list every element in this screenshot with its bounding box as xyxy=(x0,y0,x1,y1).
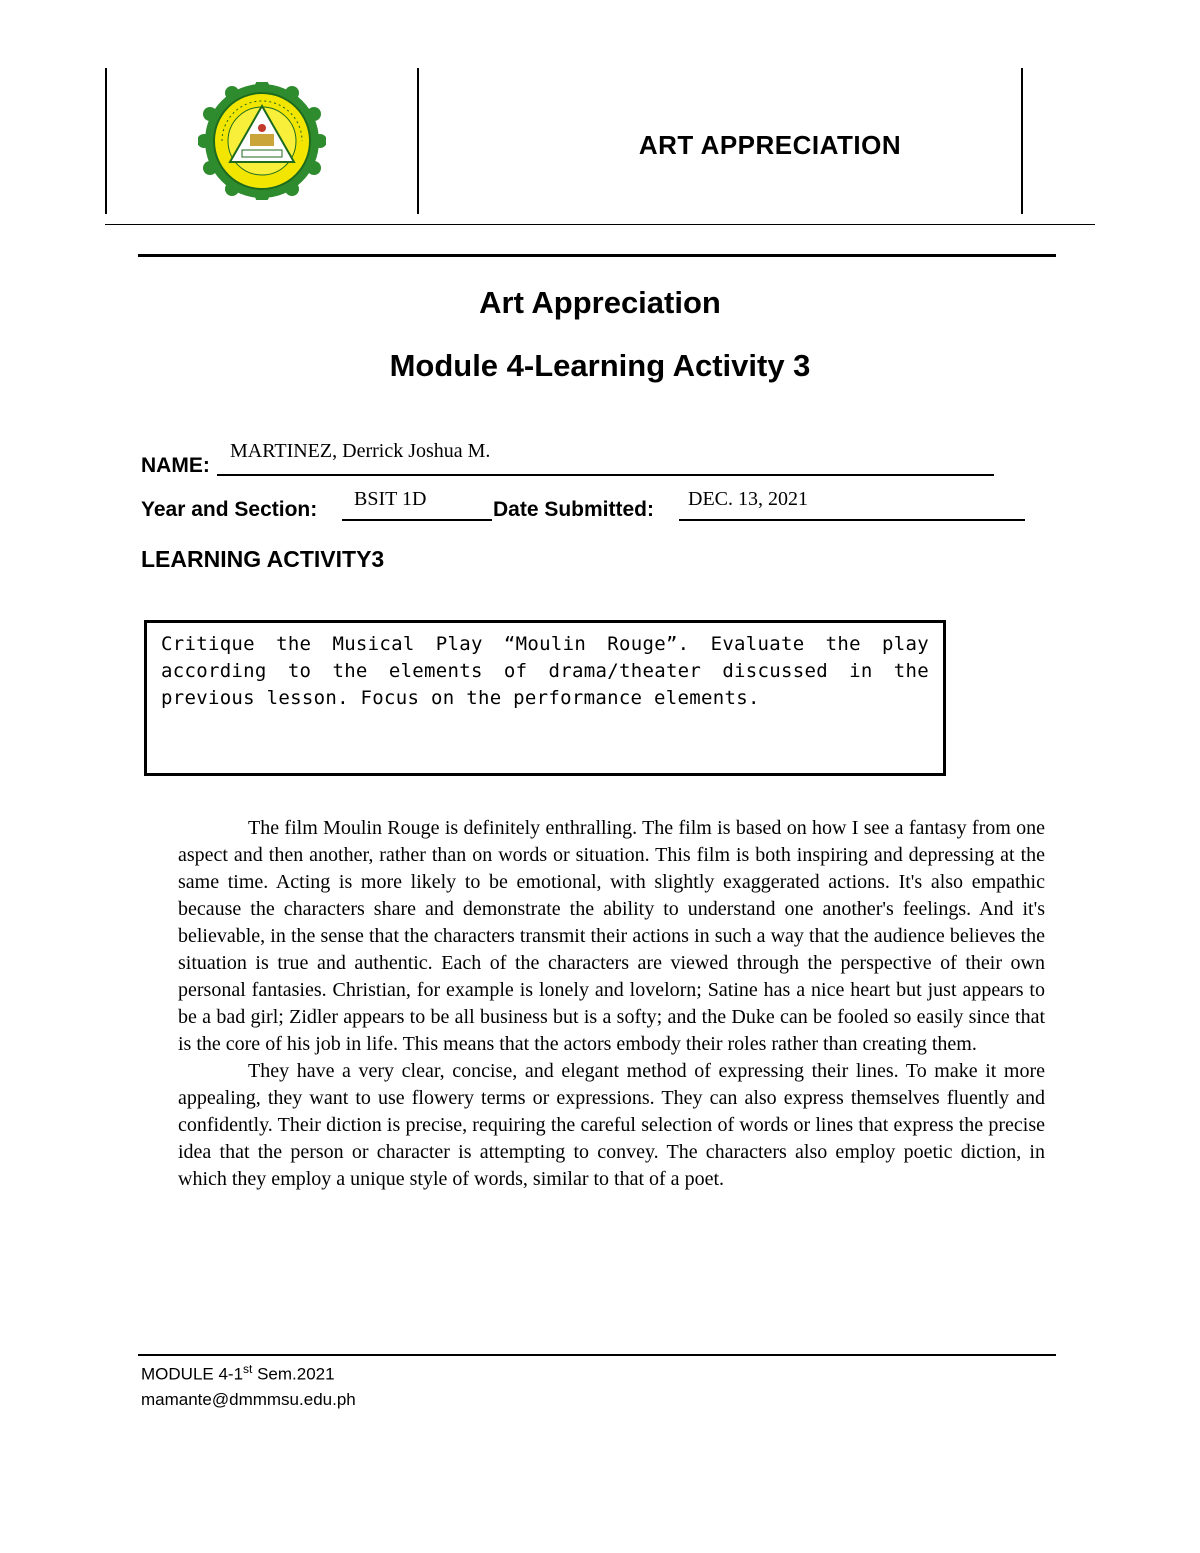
activity-prompt-box xyxy=(144,620,946,776)
footer-email: mamante@dmmmsu.edu.ph xyxy=(141,1390,356,1409)
year-section-label: Year and Section: xyxy=(141,498,318,521)
document-subtitle: Module 4-Learning Activity 3 xyxy=(389,348,811,383)
activity-prompt-text: Critique the Musical Play “Moulin Rouge”. Evaluate the play according to the elements of drama/theater discussed in the previous lesson. Focus on the performance elements. xyxy=(161,633,929,709)
year-section-value: BSIT 1D xyxy=(354,488,427,510)
essay-body xyxy=(178,815,1045,1193)
name-value: MARTINEZ, Derrick Joshua M. xyxy=(230,440,491,462)
date-submitted-label: Date Submitted: xyxy=(493,498,655,521)
essay-paragraph-1: The film Moulin Rouge is definitely enthralling. The film is based on how I see a fantasy from one aspect and then another, rather than on words or situation. This film is both inspiring and depressing at the same time. Acting is more likely to be emotional, with slightly exaggerated actions. It's also empathic because the characters share and demonstrate the ability to understand one another's feelings. And it's believable, in the sense that the characters transmit their actions in such a way that the audience believes the situation is true and authentic. Each of the characters are viewed through the perspective of their own personal fantasies. Christian, for example is lonely and lovelorn; Satine has a nice heart but just appears to be a bad girl; Zidler appears to be all business but is a softy; and the Duke can be fooled so easily since that is the core of his job in life. This means that the actors embody their roles rather than creating them. xyxy=(178,817,1045,1055)
year-section-underline xyxy=(342,519,492,521)
name-label: NAME: xyxy=(141,454,210,477)
date-submitted-underline xyxy=(679,519,1025,521)
essay-paragraph-2: They have a very clear, concise, and elegant method of expressing their lines. To make it more appealing, they want to use flowery terms or expressions. They can also express themselves fluently and confidently. Their diction is precise, requiring the careful selection of words or lines that express the precise idea that the person or character is attempting to convey. The characters also employ poetic diction, in which they employ a unique style of words, similar to that of a poet. xyxy=(178,1060,1045,1190)
activity-heading: LEARNING ACTIVITY3 xyxy=(141,546,385,572)
date-submitted-value: DEC. 13, 2021 xyxy=(688,488,808,510)
name-underline xyxy=(217,474,994,476)
header-left-border xyxy=(105,68,107,214)
document-title: Art Appreciation xyxy=(479,285,721,320)
header-bottom-rule xyxy=(105,224,1095,225)
footer-rule xyxy=(138,1354,1056,1356)
top-rule xyxy=(138,254,1056,257)
course-title: ART APPRECIATION xyxy=(638,130,902,160)
footer-module: MODULE 4-1st Sem.2021 xyxy=(141,1362,335,1384)
university-seal-icon xyxy=(198,82,326,200)
header-middle-divider xyxy=(417,68,419,214)
